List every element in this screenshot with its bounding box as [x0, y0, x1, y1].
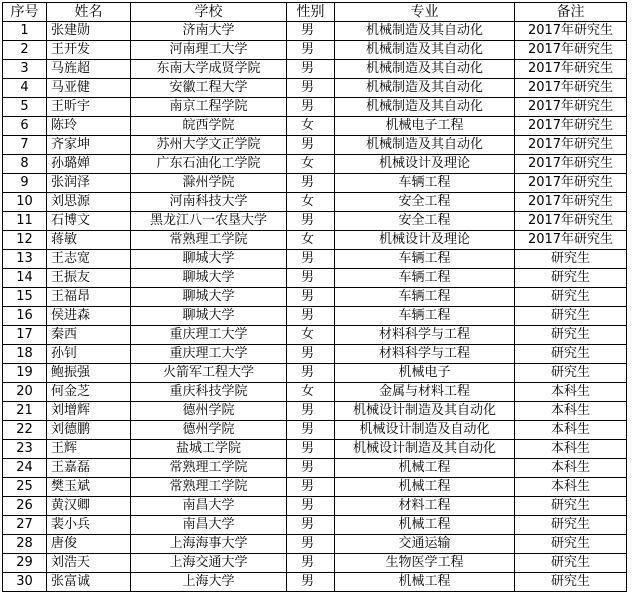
table-row — [3, 136, 627, 155]
table-row — [3, 402, 627, 421]
table-row — [3, 288, 627, 307]
table-row — [3, 174, 627, 193]
cell-major: 车辆工程 — [335, 250, 515, 269]
table-header — [3, 3, 627, 22]
cell-major: 车辆工程 — [335, 269, 515, 288]
cell-note: 2017年研究生 — [515, 117, 627, 136]
cell-sex: 男 — [287, 79, 335, 98]
cell-major: 机械设计制造及自动化 — [335, 421, 515, 440]
table-row — [3, 212, 627, 231]
cell-sex: 男 — [287, 535, 335, 554]
table-row — [3, 79, 627, 98]
cell-no: 16 — [3, 307, 47, 326]
cell-note: 本科生 — [515, 440, 627, 459]
cell-no: 2 — [3, 41, 47, 60]
cell-school: 安徽工程大学 — [131, 79, 287, 98]
cell-note: 2017年研究生 — [515, 41, 627, 60]
cell-school: 德州学院 — [131, 421, 287, 440]
cell-major: 材料工程 — [335, 497, 515, 516]
cell-major: 机械设计及理论 — [335, 155, 515, 174]
cell-no: 1 — [3, 22, 47, 41]
cell-major: 车辆工程 — [335, 174, 515, 193]
cell-major: 车辆工程 — [335, 307, 515, 326]
cell-school: 济南大学 — [131, 22, 287, 41]
cell-major: 金属与材料工程 — [335, 383, 515, 402]
cell-major: 材料科学与工程 — [335, 326, 515, 345]
cell-school: 聊城大学 — [131, 288, 287, 307]
student-table — [2, 2, 627, 592]
cell-school: 南京工程学院 — [131, 98, 287, 117]
cell-school: 重庆科技学院 — [131, 383, 287, 402]
cell-sex: 女 — [287, 155, 335, 174]
cell-school: 南昌大学 — [131, 497, 287, 516]
cell-no: 17 — [3, 326, 47, 345]
cell-sex: 男 — [287, 516, 335, 535]
table-row — [3, 117, 627, 136]
cell-name: 马亚健 — [47, 79, 131, 98]
cell-sex: 男 — [287, 60, 335, 79]
cell-no: 30 — [3, 573, 47, 592]
cell-sex: 男 — [287, 421, 335, 440]
cell-no: 13 — [3, 250, 47, 269]
cell-school: 滁州学院 — [131, 174, 287, 193]
cell-major: 机械工程 — [335, 478, 515, 497]
cell-note: 研究生 — [515, 573, 627, 592]
cell-note: 研究生 — [515, 497, 627, 516]
table-row — [3, 459, 627, 478]
cell-name: 王开发 — [47, 41, 131, 60]
cell-no: 22 — [3, 421, 47, 440]
table-row — [3, 421, 627, 440]
cell-sex: 男 — [287, 459, 335, 478]
cell-no: 7 — [3, 136, 47, 155]
cell-no: 25 — [3, 478, 47, 497]
cell-major: 材料科学与工程 — [335, 345, 515, 364]
cell-school: 皖西学院 — [131, 117, 287, 136]
cell-no: 9 — [3, 174, 47, 193]
cell-sex: 男 — [287, 22, 335, 41]
cell-note: 本科生 — [515, 459, 627, 478]
cell-major: 机械工程 — [335, 459, 515, 478]
cell-name: 马旌超 — [47, 60, 131, 79]
cell-sex: 女 — [287, 326, 335, 345]
cell-no: 3 — [3, 60, 47, 79]
cell-major: 机械设计制造及其自动化 — [335, 440, 515, 459]
header-no: 序号 — [3, 3, 47, 22]
cell-no: 10 — [3, 193, 47, 212]
cell-name: 黄汉卿 — [47, 497, 131, 516]
cell-school: 广东石油化工学院 — [131, 155, 287, 174]
cell-school: 苏州大学文正学院 — [131, 136, 287, 155]
table-row — [3, 41, 627, 60]
cell-name: 陈玲 — [47, 117, 131, 136]
cell-major: 机械制造及其自动化 — [335, 79, 515, 98]
table-row — [3, 573, 627, 592]
cell-no: 19 — [3, 364, 47, 383]
cell-sex: 男 — [287, 41, 335, 60]
table-row — [3, 535, 627, 554]
header-major: 专业 — [335, 3, 515, 22]
cell-note: 本科生 — [515, 402, 627, 421]
cell-school: 火箭军工程大学 — [131, 364, 287, 383]
cell-name: 刘增辉 — [47, 402, 131, 421]
cell-no: 14 — [3, 269, 47, 288]
cell-sex: 男 — [287, 554, 335, 573]
table-row — [3, 250, 627, 269]
table-row — [3, 193, 627, 212]
cell-school: 上海大学 — [131, 573, 287, 592]
cell-note: 2017年研究生 — [515, 193, 627, 212]
cell-note: 2017年研究生 — [515, 60, 627, 79]
cell-school: 盐城工学院 — [131, 440, 287, 459]
cell-name: 唐俊 — [47, 535, 131, 554]
header-sex: 性别 — [287, 3, 335, 22]
cell-name: 王嘉磊 — [47, 459, 131, 478]
cell-name: 蒋敏 — [47, 231, 131, 250]
header-note: 备注 — [515, 3, 627, 22]
cell-major: 车辆工程 — [335, 288, 515, 307]
cell-no: 27 — [3, 516, 47, 535]
cell-major: 安全工程 — [335, 193, 515, 212]
cell-name: 何金芝 — [47, 383, 131, 402]
cell-note: 本科生 — [515, 478, 627, 497]
header-row — [3, 3, 627, 22]
cell-sex: 男 — [287, 212, 335, 231]
table-row — [3, 22, 627, 41]
cell-sex: 男 — [287, 497, 335, 516]
cell-major: 机械制造及其自动化 — [335, 98, 515, 117]
cell-name: 刘思源 — [47, 193, 131, 212]
cell-note: 2017年研究生 — [515, 212, 627, 231]
cell-note: 2017年研究生 — [515, 174, 627, 193]
cell-sex: 女 — [287, 383, 335, 402]
cell-school: 常熟理工学院 — [131, 478, 287, 497]
table-row — [3, 383, 627, 402]
cell-note: 本科生 — [515, 421, 627, 440]
table-row — [3, 60, 627, 79]
cell-no: 12 — [3, 231, 47, 250]
cell-sex: 男 — [287, 440, 335, 459]
cell-no: 18 — [3, 345, 47, 364]
cell-note: 研究生 — [515, 326, 627, 345]
cell-note: 研究生 — [515, 535, 627, 554]
cell-name: 王昕宇 — [47, 98, 131, 117]
cell-major: 机械设计制造及其自动化 — [335, 402, 515, 421]
cell-school: 河南理工大学 — [131, 41, 287, 60]
cell-name: 王振友 — [47, 269, 131, 288]
cell-name: 王辉 — [47, 440, 131, 459]
cell-name: 樊玉斌 — [47, 478, 131, 497]
cell-school: 黑龙江八一农垦大学 — [131, 212, 287, 231]
cell-note: 2017年研究生 — [515, 22, 627, 41]
cell-no: 29 — [3, 554, 47, 573]
cell-major: 安全工程 — [335, 212, 515, 231]
cell-note: 2017年研究生 — [515, 136, 627, 155]
table-row — [3, 440, 627, 459]
cell-name: 孙钊 — [47, 345, 131, 364]
cell-note: 研究生 — [515, 364, 627, 383]
cell-no: 24 — [3, 459, 47, 478]
cell-sex: 男 — [287, 136, 335, 155]
table-row — [3, 307, 627, 326]
cell-sex: 男 — [287, 345, 335, 364]
table-row — [3, 478, 627, 497]
cell-school: 上海海事大学 — [131, 535, 287, 554]
header-school: 学校 — [131, 3, 287, 22]
table-row — [3, 554, 627, 573]
table-row — [3, 345, 627, 364]
cell-major: 机械制造及其自动化 — [335, 22, 515, 41]
cell-sex: 男 — [287, 98, 335, 117]
cell-school: 德州学院 — [131, 402, 287, 421]
cell-note: 2017年研究生 — [515, 79, 627, 98]
table-body — [3, 22, 627, 592]
cell-note: 本科生 — [515, 383, 627, 402]
cell-name: 张建勋 — [47, 22, 131, 41]
cell-major: 机械制造及其自动化 — [335, 41, 515, 60]
cell-name: 刘德鹏 — [47, 421, 131, 440]
cell-school: 常熟理工学院 — [131, 231, 287, 250]
cell-note: 研究生 — [515, 345, 627, 364]
cell-no: 28 — [3, 535, 47, 554]
cell-sex: 女 — [287, 231, 335, 250]
cell-school: 聊城大学 — [131, 250, 287, 269]
cell-major: 机械电子 — [335, 364, 515, 383]
cell-sex: 男 — [287, 478, 335, 497]
cell-note: 2017年研究生 — [515, 155, 627, 174]
cell-name: 齐家坤 — [47, 136, 131, 155]
cell-school: 聊城大学 — [131, 307, 287, 326]
cell-sex: 男 — [287, 364, 335, 383]
table-row — [3, 231, 627, 250]
table-row — [3, 516, 627, 535]
cell-school: 聊城大学 — [131, 269, 287, 288]
table-row — [3, 326, 627, 345]
cell-name: 秦西 — [47, 326, 131, 345]
cell-school: 重庆理工大学 — [131, 326, 287, 345]
cell-note: 研究生 — [515, 516, 627, 535]
cell-name: 孙璐婵 — [47, 155, 131, 174]
cell-major: 机械工程 — [335, 573, 515, 592]
cell-sex: 男 — [287, 288, 335, 307]
cell-name: 裴小兵 — [47, 516, 131, 535]
cell-sex: 女 — [287, 117, 335, 136]
cell-school: 重庆理工大学 — [131, 345, 287, 364]
cell-sex: 女 — [287, 193, 335, 212]
cell-no: 21 — [3, 402, 47, 421]
cell-no: 6 — [3, 117, 47, 136]
table-row — [3, 497, 627, 516]
cell-major: 交通运输 — [335, 535, 515, 554]
cell-name: 张润泽 — [47, 174, 131, 193]
cell-no: 20 — [3, 383, 47, 402]
cell-note: 2017年研究生 — [515, 231, 627, 250]
cell-no: 23 — [3, 440, 47, 459]
cell-major: 机械工程 — [335, 516, 515, 535]
cell-major: 机械制造及其自动化 — [335, 60, 515, 79]
cell-no: 4 — [3, 79, 47, 98]
cell-sex: 男 — [287, 269, 335, 288]
cell-sex: 男 — [287, 307, 335, 326]
cell-no: 15 — [3, 288, 47, 307]
cell-major: 生物医学工程 — [335, 554, 515, 573]
header-name: 姓名 — [47, 3, 131, 22]
cell-name: 侯进森 — [47, 307, 131, 326]
cell-school: 常熟理工学院 — [131, 459, 287, 478]
cell-school: 南昌大学 — [131, 516, 287, 535]
cell-school: 河南科技大学 — [131, 193, 287, 212]
table-row — [3, 155, 627, 174]
cell-major: 机械设计及理论 — [335, 231, 515, 250]
cell-no: 5 — [3, 98, 47, 117]
cell-name: 王志宽 — [47, 250, 131, 269]
cell-sex: 男 — [287, 402, 335, 421]
cell-name: 王福昂 — [47, 288, 131, 307]
cell-major: 机械电子工程 — [335, 117, 515, 136]
table-row — [3, 98, 627, 117]
cell-note: 研究生 — [515, 554, 627, 573]
cell-note: 研究生 — [515, 307, 627, 326]
cell-major: 机械制造及其自动化 — [335, 136, 515, 155]
cell-school: 上海交通大学 — [131, 554, 287, 573]
cell-sex: 男 — [287, 250, 335, 269]
cell-name: 鲍振强 — [47, 364, 131, 383]
cell-sex: 男 — [287, 573, 335, 592]
cell-note: 研究生 — [515, 250, 627, 269]
cell-sex: 男 — [287, 174, 335, 193]
cell-no: 26 — [3, 497, 47, 516]
cell-note: 2017年研究生 — [515, 98, 627, 117]
table-row — [3, 269, 627, 288]
cell-school: 东南大学成贤学院 — [131, 60, 287, 79]
cell-name: 刘浩天 — [47, 554, 131, 573]
cell-name: 张富诚 — [47, 573, 131, 592]
cell-name: 石博文 — [47, 212, 131, 231]
cell-note: 研究生 — [515, 269, 627, 288]
table-row — [3, 364, 627, 383]
cell-no: 8 — [3, 155, 47, 174]
cell-note: 研究生 — [515, 288, 627, 307]
cell-no: 11 — [3, 212, 47, 231]
